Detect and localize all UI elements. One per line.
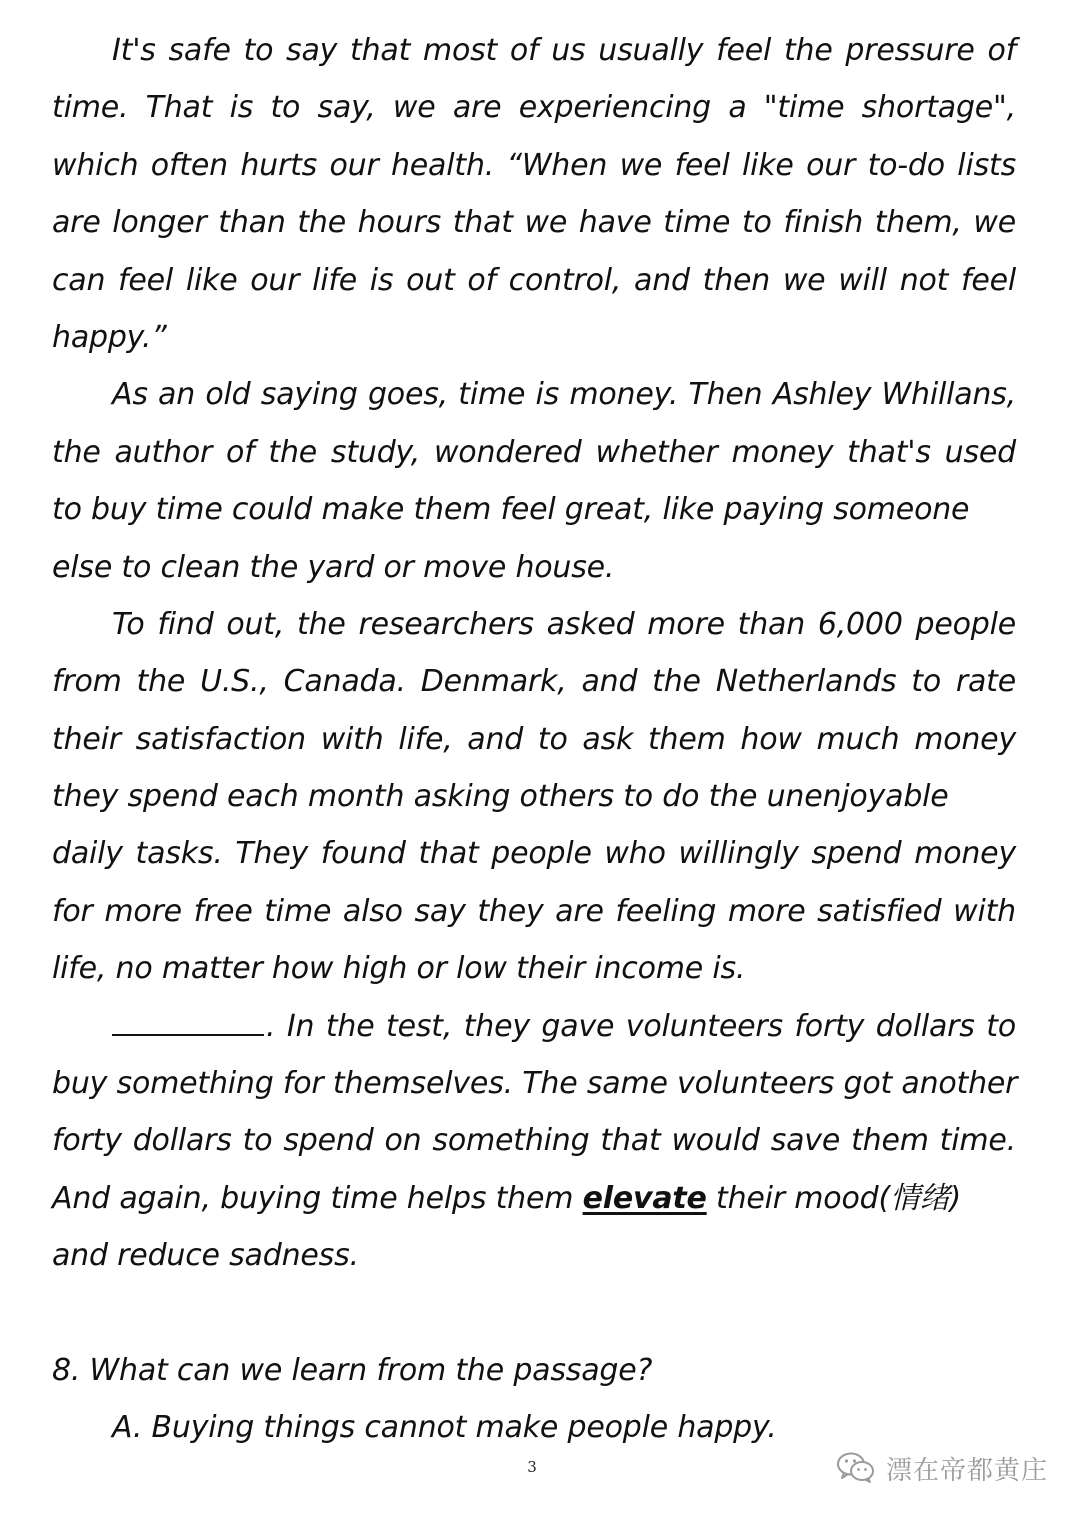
paragraph-4-line-3: forty dollars to spend on something that would save them time. <box>52 1123 1016 1159</box>
paragraph-2-line-1: As an old saying goes, time is money. Then Ashley Whillans, <box>112 377 1016 413</box>
paragraph-2-line-4: else to clean the yard or move house. <box>52 549 615 585</box>
paragraph-4-line-4-after: their mood(情绪) <box>706 1180 962 1216</box>
paragraph-1-line-6: happy.” <box>52 319 167 355</box>
paragraph-2-line-3: to buy time could make them feel great, like paying someone <box>52 492 970 528</box>
page-number: 3 <box>527 1458 537 1476</box>
paragraph-3-line-3: their satisfaction with life, and to ask them how much money <box>52 721 1016 757</box>
question-stem: 8. What can we learn from the passage? <box>52 1352 653 1388</box>
paragraph-3-line-4: they spend each month asking others to do the unenjoyable <box>52 779 949 815</box>
paragraph-1-line-3: which often hurts our health. “When we feel like our to-do lists <box>52 147 1016 183</box>
paragraph-4-line-5: and reduce sadness. <box>52 1238 359 1274</box>
spacer <box>52 1285 1016 1342</box>
underlined-word-elevate: elevate <box>582 1180 707 1216</box>
paragraph-4-line-4-before: And again, buying time helps them <box>52 1180 583 1216</box>
paragraph-1-line-5: can feel like our life is out of control, and then we will not feel <box>52 262 1016 298</box>
paragraph-4-line-1 <box>52 998 1016 1055</box>
paragraph-4-line-4 <box>52 1170 1016 1227</box>
paragraph-1-line-4: are longer than the hours that we have time to finish them, we <box>52 205 1016 241</box>
paragraph-3-line-6: for more free time also say they are feeling more satisfied with <box>52 893 1016 929</box>
paragraph-3-line-7: life, no matter how high or low their income is. <box>52 951 746 987</box>
watermark <box>836 1448 1048 1488</box>
paragraph-3-line-1: To find out, the researchers asked more than 6,000 people <box>112 606 1016 642</box>
paragraph-3-line-5: daily tasks. They found that people who willingly spend money <box>52 836 1016 872</box>
paragraph-1-line-2: time. That is to say, we are experiencing a "time shortage", <box>52 90 1016 126</box>
question-option-a: A. Buying things cannot make people happy. <box>112 1410 777 1446</box>
paragraph-3-line-2: from the U.S., Canada. Denmark, and the Netherlands to rate <box>52 664 1016 700</box>
paragraph-4-line-2: buy something for themselves. The same volunteers got another <box>52 1066 1018 1102</box>
paragraph-4-line-1-text: . In the test, they gave volunteers forty dollars to <box>266 1008 1016 1044</box>
watermark-text: 漂在帝都黄庄 <box>886 1455 1049 1486</box>
paragraph-2-line-2: the author of the study, wondered whether money that's used <box>52 434 1016 470</box>
paragraph-1-line-1: It's safe to say that most of us usually feel the pressure of <box>112 33 1016 68</box>
document-page <box>52 22 1016 1457</box>
answer-blank <box>112 998 264 1036</box>
wechat-icon <box>836 1451 876 1485</box>
